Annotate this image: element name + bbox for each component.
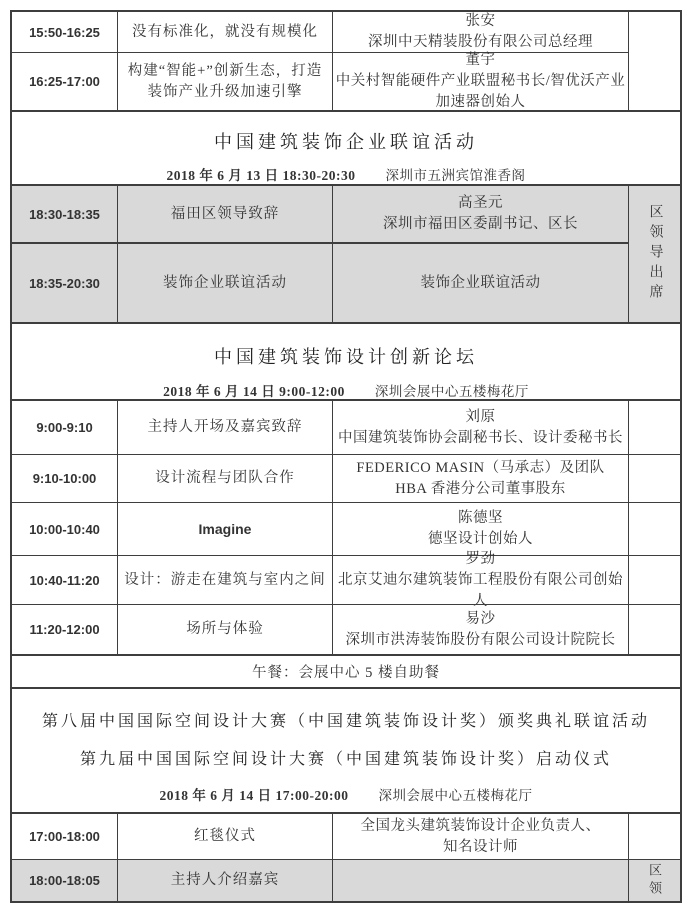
topic-line: 设计流程与团队合作 [155,470,295,486]
time-cell: 10:40-11:20 [29,572,100,588]
section-venue: 深圳市五洲宾馆淮香阁 [385,168,526,183]
topic-cell [117,556,332,604]
table-row [12,454,680,502]
speaker-name: 陈德坚 [458,510,503,526]
speaker-line: 知名设计师 [443,838,518,855]
award-ceremony-rows [12,812,680,901]
lunch-row [12,654,680,687]
speaker-name: 张安 [465,13,496,29]
pre-session-band [12,12,680,110]
table-row [12,859,680,901]
speaker-cell [332,186,628,242]
topic-cell [117,401,332,454]
speaker-title: 中关村智能硬件产业联盟秘书长/智优沃产业 [335,73,626,89]
time-cell: 9:10-10:00 [32,471,97,486]
speaker-cell [332,401,628,454]
schedule-table [10,10,682,903]
social-event-header [12,110,680,184]
section-date: 2018 年 6 月 13 日 18:30-20:30 [166,168,356,183]
speaker-cell-empty [332,860,628,901]
speaker-cell [332,814,628,859]
pre-session-rows [12,12,628,110]
time-cell: 18:35-20:30 [29,275,100,291]
table-row [12,401,680,454]
topic-cell [117,503,332,555]
speaker-cell [332,503,628,555]
side-note-vertical-label: 区领 [647,862,662,899]
side-note-cell [628,860,680,901]
topic-line: 没有标准化，就没有规模化 [132,23,318,40]
lunch-note: 午餐：会展中心 5 楼自助餐 [252,665,440,681]
topic-line: 装饰企业联谊活动 [163,274,287,291]
side-note-cell-empty [628,503,680,555]
topic-line: Imagine [198,520,252,537]
section-subtitle [12,784,680,804]
table-row [12,242,628,322]
section-date: 2018 年 6 月 14 日 17:00-20:00 [159,788,349,803]
speaker-name: 易沙 [465,610,496,627]
side-note-cell-empty [628,12,680,110]
speaker-line: 全国龙头建筑装饰设计企业负责人、 [360,817,601,834]
topic-cell [117,605,332,654]
speaker-name: FEDERICO MASIN（马承志）及团队 [356,459,605,476]
time-cell: 15:50-16:25 [29,24,100,40]
speaker-title: 北京艾迪尔建筑装饰工程股份有限公司创始人 [338,571,623,609]
section-subtitle [12,164,680,184]
speaker-name: 董宇 [465,52,496,68]
side-note-cell [628,186,680,322]
speaker-title: 加速器创始人 [435,94,526,110]
topic-cell [117,455,332,502]
section-venue: 深圳会展中心五楼梅花厅 [374,384,529,399]
speaker-cell [332,550,628,609]
social-event-rows [12,186,628,322]
table-row [12,502,680,555]
topic-line: 福田区领导致辞 [170,205,280,222]
speaker-name: 刘原 [465,408,496,425]
time-cell: 16:25-17:00 [29,74,100,89]
section-date: 2018 年 6 月 14 日 9:00-12:00 [163,384,345,399]
topic-line: 设计：游走在建筑与室内之间 [124,571,326,588]
table-row [12,12,628,52]
speaker-line: 装饰企业联谊活动 [420,274,541,291]
topic-line: 装饰产业升级加速引擎 [147,83,303,100]
topic-cell [117,814,332,859]
topic-line: 主持人开场及嘉宾致辞 [147,419,303,435]
speaker-title: HBA 香港分公司董事股东 [395,480,566,497]
speaker-title: 深圳中天精装股份有限公司总经理 [368,34,593,50]
speaker-title: 深圳市福田区委副书记、区长 [383,216,578,232]
speaker-cell [332,12,628,52]
speaker-title: 德坚设计创始人 [428,531,533,547]
time-cell: 18:00-18:05 [29,873,100,888]
speaker-title: 深圳市洪涛装饰股份有限公司设计院院长 [345,631,616,648]
side-note-cell-empty [628,401,680,454]
table-row [12,52,628,110]
ceremony-title-line2: 第九届中国国际空间设计大赛（中国建筑装饰设计奖）启动仪式 [79,751,612,768]
table-row [12,814,680,859]
time-cell: 11:20-12:00 [29,622,100,637]
topic-line: 构建“智能+”创新生态，打造 [127,62,323,79]
social-event-band [12,184,680,322]
section-subtitle [12,380,680,400]
topic-cell [117,186,332,242]
time-cell: 9:00-9:10 [36,420,93,435]
table-row [12,604,680,654]
topic-cell [117,860,332,901]
time-cell: 17:00-18:00 [29,829,100,844]
topic-cell [117,53,332,110]
side-note-cell-empty [628,455,680,502]
speaker-cell [332,53,628,110]
topic-line: 场所与体验 [186,621,264,637]
section-title: 中国建筑装饰企业联谊活动 [214,132,478,152]
side-note-cell-empty [628,556,680,604]
side-note-cell-empty [628,814,680,859]
time-cell: 18:30-18:35 [29,206,100,222]
side-note-cell-empty [628,605,680,654]
speaker-name: 高圣元 [458,195,503,211]
design-forum-header [12,322,680,399]
speaker-name: 罗劲 [465,550,496,567]
ceremony-title-line1: 第八届中国国际空间设计大赛（中国建筑装饰设计奖）颁奖典礼联谊活动 [41,713,650,730]
design-forum-rows [12,399,680,654]
side-note-vertical-label: 区领导出席 [647,204,663,304]
section-title: 中国建筑装饰设计创新论坛 [214,347,478,367]
speaker-title: 中国建筑装饰协会副秘书长、设计委秘书长 [338,429,623,446]
table-row [12,186,628,242]
topic-cell [117,12,332,52]
speaker-cell [332,455,628,502]
topic-line: 主持人介绍嘉宾 [170,872,280,888]
speaker-cell [332,244,628,322]
speaker-cell [332,605,628,654]
time-cell: 10:00-10:40 [29,521,100,537]
award-ceremony-header [12,687,680,812]
table-row [12,550,680,609]
topic-line: 红毯仪式 [194,828,256,844]
topic-cell [117,244,332,322]
section-venue: 深圳会展中心五楼梅花厅 [378,788,533,803]
